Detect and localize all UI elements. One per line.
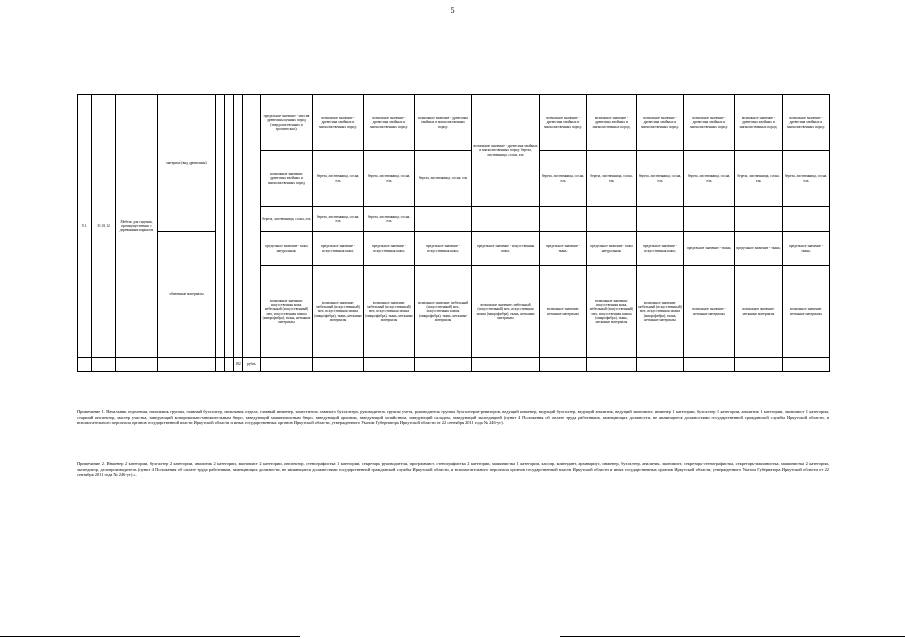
table-cell: предельное значение - искусственная кожа;	[364, 232, 415, 266]
table-cell: береза, лиственница, сосна, ель	[735, 151, 783, 207]
table-cell: возможное значение: нетканые материалы	[540, 266, 587, 358]
table-cell: береза, лиственница, сосна, ель	[540, 151, 587, 207]
table-cell: возможное значение: мебельный (искусственный) мех, искусственная замша (микрофибра), ткань, нетканые материалы	[472, 266, 540, 358]
table-cell: возможное значение - древесина хвойных и мягколиственных пород:	[540, 95, 587, 151]
table-cell: возможные значения: искусственная кожа, мебельный (искусственный) мех, искусственная замша (микрофибра), ткань, нетканые материалы	[261, 266, 313, 358]
table-cell: предельное значение - кожа натуральная;	[261, 232, 313, 266]
table-cell: предельное значение - искусственная кожа;	[637, 232, 684, 266]
table-row	[78, 358, 830, 372]
page-number: 5	[450, 6, 455, 15]
table-cell: возможное значение - древесина хвойных и мягколиственных пород:	[735, 95, 783, 151]
table-cell: возможное значение: мебельный (искусственный) мех, искусственная замша (микрофибра), ткань, нетканые материалы	[313, 266, 364, 358]
table-cell: береза, лиственница, сосна, ель	[364, 207, 415, 232]
unit-cell: рубль	[243, 358, 261, 372]
table-cell: береза, лиственница, сосна, ель	[313, 207, 364, 232]
table-cell: береза, лиственница, сосна, ель	[684, 151, 735, 207]
scan-edge-line	[0, 636, 300, 637]
table-cell: возможное значение - древесина хвойных и мягколиственных пород:	[313, 95, 364, 151]
note-2: Примечание 2. Инженер 2 категории, бухгалтер 2 категории, аналитик 2 категории, экономист 2 категории, инспектор, стенографистка 1 категории, секретарь руководителя, программист, стенографистка 2 категории, машинистка 1 категории, кассир, комендант, архивариус, инженер, бухгалтер, аналитик, экономист, секретарь-стенографистка, секретарь-машинистка, машинистка 2 категории, экспедитор, делопроизводитель (пункт 4 Положения об оплате труда работников, замещающих должности, не являющиеся должностями государственной гражданской службы Иркутской области, и вспомогательного персонала органов государственной власти Иркутской области и иных государственных органов Иркутской области, утвержденного Указом Губернатора Иркутской области от 22 сентября 2011 года № 246-уг).».	[77, 461, 829, 478]
table-row	[78, 95, 830, 151]
upholstery-group-cell: обивочные материалы	[158, 232, 216, 358]
table-cell: предельное значение - ткань.	[540, 232, 587, 266]
table-cell: возможное значение: мебельный (искусственный) мех, искусственная замша (микрофибра), ткань, нетканые материалы	[364, 266, 415, 358]
quantity-cell: 182	[234, 358, 243, 372]
table-cell: предельное значение - массив древесины ценных пород (твердолиственных и тропических);	[261, 95, 313, 151]
table-cell: возможное значение - древесина хвойных и мягколиственных пород:	[783, 95, 830, 151]
table-cell: предельное значение - искусственная кожа;	[415, 232, 472, 266]
material-group-cell: материал (вид древесины)	[158, 95, 216, 232]
row-number-cell: 9.1.	[78, 95, 92, 358]
table-cell: предельное значение - кожа натуральная;	[587, 232, 637, 266]
table-cell: береза, лиственница, сосна, ель	[261, 207, 313, 232]
note-1: Примечание 1. Начальник отделения, начальник группы, главный бухгалтер, начальник отдела, главный инженер, заместитель главного бухгалтера, руководитель группы учета, руководитель группы бухгалтеров-ревизоров, ведущий инженер, ведущий бухгалтер, ведущий аналитик, ведущий экономист, инженер 1 категории, бухгалтер 1 категории, аналитик 1 категории, экономист 1 категории, старший инспектор, мастер участка, заведующий копировально-множительным бюро, заведующий машинописным бюро, заведующий архивом, заведующий хозяйством, заведующий складом, заведующий экспедицией (пункт 4 Положения об оплате труда работников, замещающих должности, не являющиеся должностями государственной гражданской службы Иркутской области, и вспомогательного персонала органов государственной власти Иркутской области и иных государственных органов Иркутской области, утвержденного Указом Губернатора Иркутской области от 22 сентября 2011 года № 246-уг).	[77, 409, 829, 426]
table-cell: береза, лиственница, сосна, ель	[313, 151, 364, 207]
table-cell: возможное значение - древесина хвойных и мягколиственных пород: береза, лиственница, сосна, ель	[472, 95, 540, 207]
table-cell: предельное значение - искусственная кожа;	[472, 232, 540, 266]
table-cell: возможное значение - древесина хвойных и мягколиственных пород:	[415, 95, 472, 151]
code-cell: 31.01.12	[92, 95, 116, 358]
table-cell: береза, лиственница, сосна, ель	[783, 151, 830, 207]
requirements-table	[77, 94, 830, 372]
table-cell: возможное значение: мебельный (искусственный) мех, искусственная замша (микрофибра), ткань, нетканые материалы	[637, 266, 684, 358]
table-cell: возможное значение - нетканые материалы	[684, 266, 735, 358]
table-cell: береза, лиственница, сосна, ель	[587, 151, 637, 207]
table-cell: возможное значение - древесина хвойных и мягколиственных пород:	[364, 95, 415, 151]
item-name-cell: Мебель для сидения, преимущественно с деревянным каркасом	[116, 95, 158, 358]
table-cell: возможное значение - древесина хвойных и мягколиственных пород:	[637, 95, 684, 151]
table-cell: береза, лиственница, сосна, ель	[364, 151, 415, 207]
table-cell: предельное значение - ткань;	[684, 232, 735, 266]
table-row	[78, 232, 830, 266]
table-cell: предельное значение - ткань;	[783, 232, 830, 266]
table-cell: предельное значение - ткань;	[735, 232, 783, 266]
table-cell: возможное значение: нетканые материалы	[783, 266, 830, 358]
table-cell: возможное значение - древесина хвойных и мягколиственных пород:	[684, 95, 735, 151]
table-cell: береза, лиственница, сосна, ель	[637, 151, 684, 207]
table-cell: предельное значение - искусственная кожа;	[313, 232, 364, 266]
table-cell: возможные значения: искусственная кожа, мебельный (искусственный) мех, искусственная замша (микрофибра), ткань, нетканые материалы	[587, 266, 637, 358]
table-cell: возможное значение: мебельный (искусственный) мех, искусственная замша (микрофибра), ткань, нетканые материалы	[415, 266, 472, 358]
table-cell: возможное значение - древесина хвойных и мягколиственных пород:	[587, 95, 637, 151]
scan-edge-line	[560, 636, 905, 637]
table-cell: возможные значения: древесина хвойных и мягколиственных пород	[261, 151, 313, 207]
table-cell: береза, лиственница, сосна, ель	[415, 151, 472, 207]
table-cell: возможное значение: нетканые материалы	[735, 266, 783, 358]
